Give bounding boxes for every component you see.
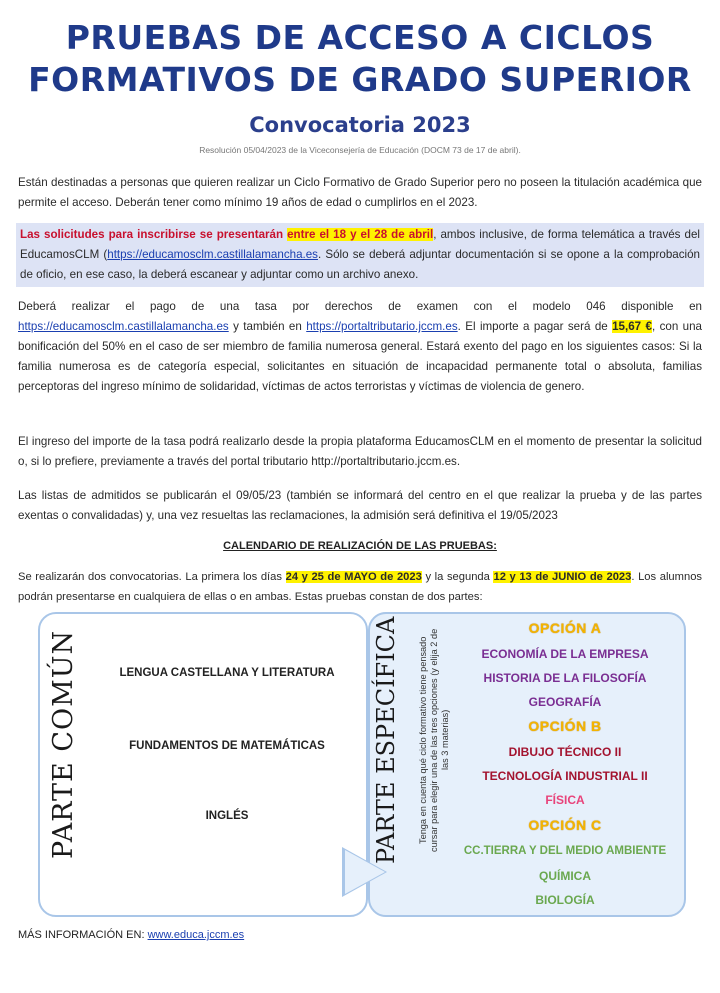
option-b-subject-1: DIBUJO TÉCNICO II (508, 745, 622, 759)
admitted-list-paragraph: Las listas de admitidos se publicarán el 09/05/23 (también se informará del centro en el que realizar la prueba y de las partes exentas o convalidadas) y, una vez resueltas las reclamaciones, la admisión será definitiva el 19/05/2023 (18, 489, 702, 522)
option-a-heading: OPCIÓN A (528, 620, 602, 636)
fee-paragraph (18, 297, 702, 397)
option-c-subject-2: QUÍMICA (539, 869, 591, 883)
portal-tributario-link[interactable]: https://portaltributario.jccm.es (306, 320, 458, 333)
educa-link[interactable]: www.educa.jccm.es (147, 929, 245, 941)
calendar-text-b: y la segunda (421, 571, 494, 583)
calendar-title: CALENDARIO DE REALIZACIÓN DE LAS PRUEBAS: (223, 540, 497, 552)
option-c-subject-1: CC.TIERRA Y DEL MEDIO AMBIENTE (463, 845, 667, 857)
application-dates: entre el 18 y el 28 de abril (287, 228, 434, 241)
payment-paragraph: El ingreso del importe de la tasa podrá realizarlo desde la propia plataforma EducamosCLM en el momento de presentar la solicitud o, si lo prefiere, previamente a través del portal tributario http://portaltributario.jccm.es. (18, 435, 702, 468)
fee-text-d: , con una bonificación del 50% en el caso de ser miembro de familia numerosa general. Estará exento del pago en los siguientes casos: Si la familia numerosa es de categoría especial, solicitantes en situación de incapacidad permanente total o absoluta, familias perceptoras del ingreso mínimo de solidaridad, víctimas de actos terroristas y víctimas de violencia de genero. (18, 320, 703, 393)
resolution-note: Resolución 05/04/2023 de la Viceconsejería de Educación (DOCM 73 de 17 de abril). (199, 145, 521, 155)
option-a-subject-2: HISTORIA DE LA FILOSOFÍA (483, 671, 647, 685)
title-line-1: PRUEBAS DE ACCESO A CICLOS (65, 18, 655, 57)
fee-amount: 15,67 € (612, 320, 652, 333)
calendar-text-c: . Los alumnos podrán presentarse en cualquiera de ellas o en ambas. Estas pruebas constan de dos partes: (18, 571, 703, 603)
option-b-subject-3: FÍSICA (545, 793, 585, 807)
footer (18, 929, 244, 941)
option-b-subject-2: TECNOLOGÍA INDUSTRIAL II (482, 769, 648, 783)
application-text: , ambos inclusive, de forma telemática a través del EducamosCLM ( (20, 228, 700, 261)
title-line-2: FORMATIVOS DE GRADO SUPERIOR (28, 60, 692, 99)
intro-paragraph: Están destinadas a personas que quieren realizar un Ciclo Formativo de Grado Superior pero no poseen la titulación académica que permite el acceso. Deberán tener como mínimo 19 años de edad o cumplirlos en el 2023. (18, 176, 702, 209)
calendar-paragraph (18, 567, 702, 607)
specific-part-note: Tenga en cuenta qué ciclo formativo tiene pensado cursar para elegir una de las tres opciones (y elija 2 de las 3 materias) (418, 628, 450, 852)
fee-text-b: y también en (228, 320, 307, 333)
common-part-panel (38, 612, 368, 917)
option-c-subject-3: BIOLOGÍA (535, 893, 595, 907)
common-subject-3: INGLÉS (205, 810, 249, 822)
common-part-label: PARTE COMÚN (48, 629, 79, 859)
option-a-subject-1: ECONOMÍA DE LA EMPRESA (481, 647, 649, 661)
option-a-subject-3: GEOGRAFÍA (528, 695, 602, 709)
calendar-text-a: Se realizarán dos convocatorias. La primera los días (18, 571, 286, 583)
calendar-date-1: 24 y 25 de MAYO de 2023 (285, 571, 422, 583)
subtitle: Convocatoria 2023 (249, 113, 471, 137)
educamos-link-2[interactable]: https://educamosclm.castillalamancha.es (18, 320, 229, 333)
educamos-link[interactable]: https://educamosclm.castillalamancha.es (107, 248, 318, 261)
specific-part-label: PARTE ESPECÍFICA (372, 616, 400, 864)
option-b-heading: OPCIÓN B (528, 718, 602, 734)
application-paragraph (16, 223, 704, 287)
fee-text-a: Deberá realizar el pago de una tasa por derechos de examen con el modelo 046 disponible en (18, 300, 702, 313)
application-red-text: Las solicitudes para inscribirse se presentarán (20, 228, 284, 241)
option-c-heading: OPCIÓN C (528, 817, 602, 833)
fee-text-c: . El importe a pagar será de (457, 320, 613, 333)
common-subject-2: FUNDAMENTOS DE MATEMÁTICAS (129, 740, 325, 752)
calendar-date-2: 12 y 13 de JUNIO de 2023 (493, 571, 632, 583)
application-rest: . Sólo se deberá adjuntar documentación si se opone a la comprobación de oficio, en ese caso, la deberá escanear y adjuntar como un archivo anexo. (20, 248, 700, 281)
footer-label: MÁS INFORMACIÓN EN: (18, 929, 148, 941)
common-subject-1: LENGUA CASTELLANA Y LITERATURA (119, 667, 335, 679)
